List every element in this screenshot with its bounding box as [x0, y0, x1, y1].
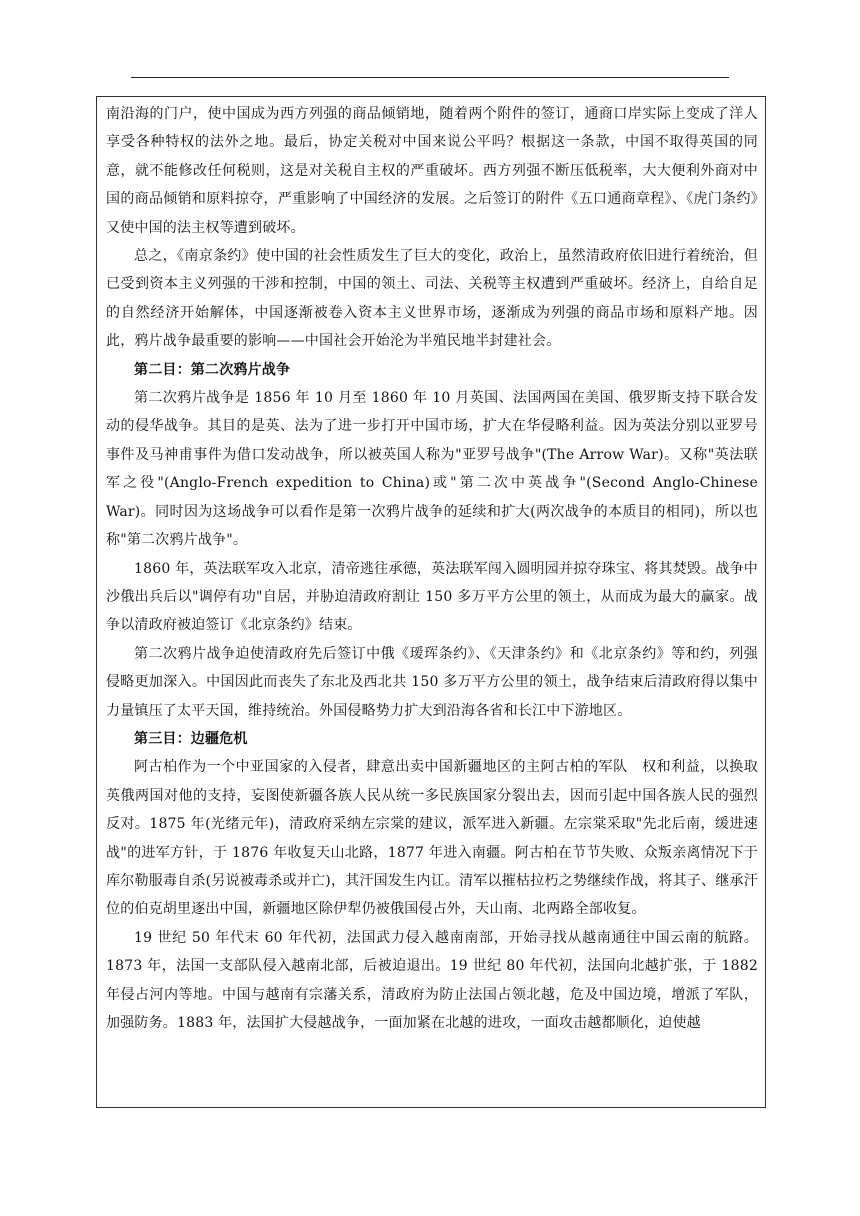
document-body — [106, 100, 758, 1037]
paragraph-continuation: 南沿海的门户，使中国成为西方列强的商品倾销地，随着两个附件的签订，通商口岸实际上变成了洋人享受各种特权的法外之地。最后，协定关税对中国来说公平吗？根据这一条款，中国不取得英国的同意，就不能修改任何税则，这是对关税自主权的严重破坏。西方列强不断压低税率，大大便利外商对中国的商品倾销和原料掠夺，严重影响了中国经济的发展。之后签订的附件《五口通商章程》、《虎门条约》又使中国的法主权等遭到破坏。 — [106, 106, 758, 236]
header-rule — [131, 77, 729, 78]
paragraph-france-vietnam: 19 世纪 50 年代末 60 年代初，法国武力侵入越南南部，开始寻找从越南通往中国云南的航路。1873 年，法国一支部队侵入越南北部，后被迫退出。19 世纪 80 年代初，法国向北越扩张，于 1882 年侵占河内等地。中国与越南有宗藩关系，清政府为防止法国占领北越，危及中国边境，增派了军队，加强防务。1883 年，法国扩大侵越战争，一面加紧在北越的进攻，一面攻击越都顺化，迫使越 — [106, 929, 758, 1031]
paragraph-summary: 总之，《南京条约》使中国的社会性质发生了巨大的变化，政治上，虽然清政府依旧进行着统治，但已受到资本主义列强的干涉和控制，中国的领土、司法、关税等主权遭到严重破坏。经济上，自给自足的自然经济开始解体，中国逐渐被卷入资本主义世界市场，逐渐成为列强的商品市场和原料产地。因此，鸦片战争最重要的影响——中国社会开始沦为半殖民地半封建社会。 — [106, 248, 758, 350]
paragraph-yakub-beg: 阿古柏作为一个中亚国家的入侵者，肆意出卖中国新疆地区的主阿古柏的军队 权和利益，以换取英俄两国对他的支持，妄图使新疆各族人民从统一多民族国家分裂出去，因而引起中国各族人民的强烈反对。1875 年(光绪元年)，清政府采纳左宗棠的建议，派军进入新疆。左宗棠采取"先北后南，缓进速战"的进军方针，于 1876 年收复天山北路，1877 年进入南疆。阿古柏在节节失败、众叛亲离情况下于库尔勒服毒自杀(另说被毒杀或并亡)，其汗国发生内讧。清军以摧枯拉朽之势继续作战，将其子、继承汗位的伯克胡里逐出中国，新疆地区除伊犁仍被俄国侵占外，天山南、北两路全部收复。 — [106, 759, 758, 918]
paragraph-1860-beijing: 1860 年，英法联军攻入北京，清帝逃往承德，英法联军闯入圆明园并掠夺珠宝、将其焚毁。战争中沙俄出兵后以"调停有功"自居，并胁迫清政府割让 150 多万平方公里的领土，从而成为最大的赢家。战争以清政府被迫签订《北京条约》结束。 — [106, 560, 758, 634]
section-heading-border-crisis: 第三目：边疆危机 — [134, 730, 248, 747]
section-heading-second-opium-war: 第二目：第二次鸦片战争 — [134, 361, 291, 378]
paragraph-second-war-intro: 第二次鸦片战争是 1856 年 10 月至 1860 年 10 月英国、法国两国在美国、俄罗斯支持下联合发动的侵华战争。其目的是英、法为了进一步打开中国市场，扩大在华侵略利益。因为英法分别以亚罗号事件及马神甫事件为借口发动战争，所以被英国人称为"亚罗号战争"(The Arrow War)。又称"英法联军之役"(Anglo-French expedition to China)或"第二次中英战争"(Second Anglo-Chinese War)。同时因为这场战争可以看作是第一次鸦片战争的延续和扩大(两次战争的本质目的相同)，所以也称"第二次鸦片战争"。 — [106, 390, 758, 549]
paragraph-treaties: 第二次鸦片战争迫使清政府先后签订中俄《瑷珲条约》、《天津条约》和《北京条约》等和约，列强侵略更加深入。中国因此而丧失了东北及西北共 150 多万平方公里的领土，战争结束后清政府得以集中力量镇压了太平天国，维持统治。外国侵略势力扩大到沿海各省和长江中下游地区。 — [106, 645, 758, 719]
